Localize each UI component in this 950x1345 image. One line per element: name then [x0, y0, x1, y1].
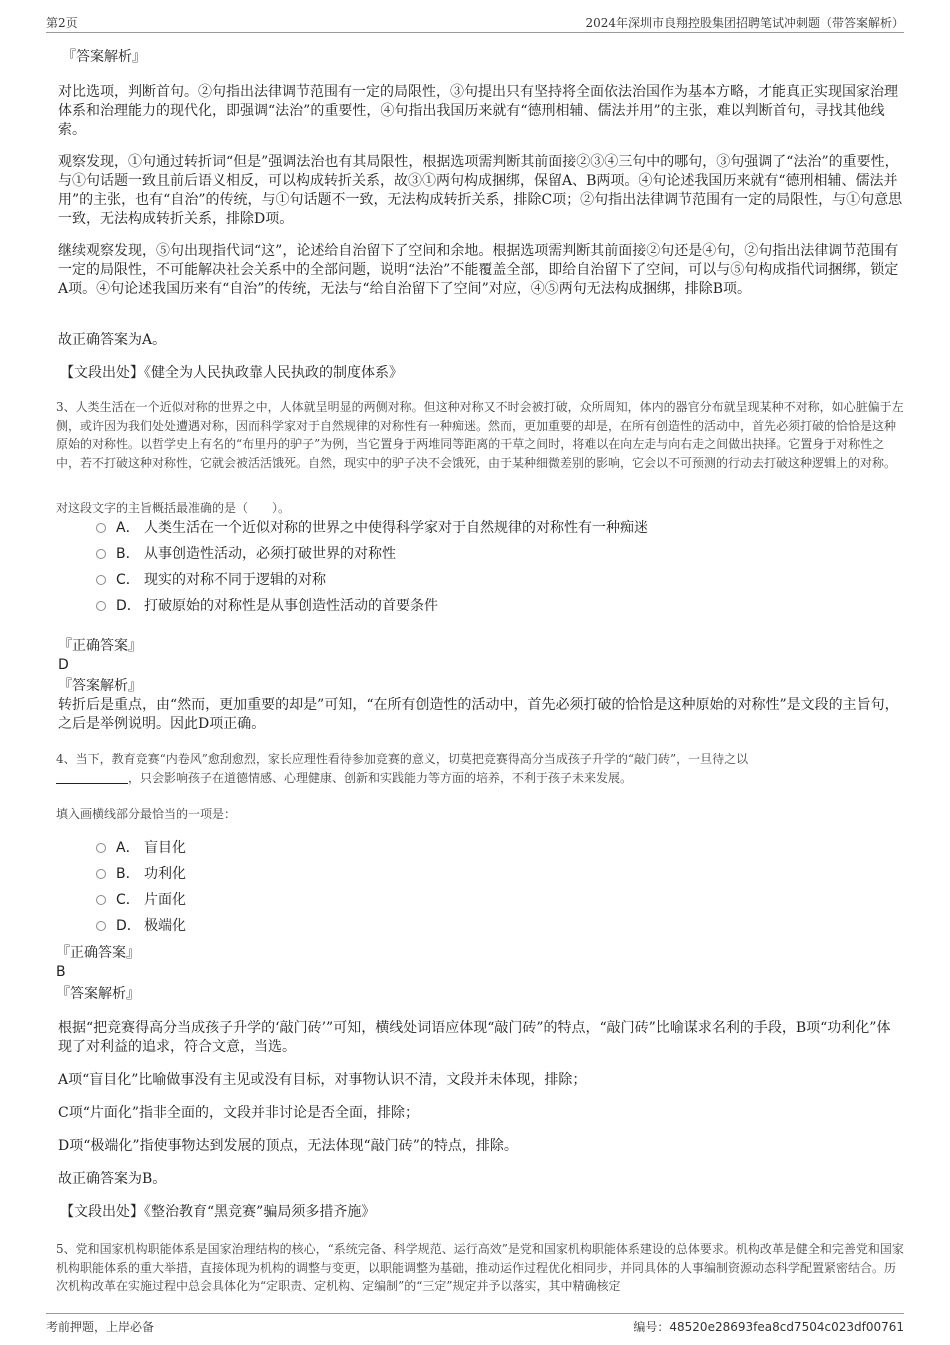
radio-icon[interactable] — [96, 869, 106, 879]
q4-source-text: 《整治教育“黑竞赛”骗局须多措齐施》 — [144, 1204, 376, 1220]
q3-option-d[interactable]: D． 打破原始的对称性是从事创造性活动的首要条件 — [96, 593, 904, 619]
q4-options — [96, 835, 904, 939]
q4-stem-part-2: ，只会影响孩子在道德情感、心理健康、创新和实践能力等方面的培养，不利于孩子未来发展。 — [128, 770, 633, 785]
q3-answer-label: 『正确答案』 — [58, 638, 142, 654]
code-value: 48520e28693fea8cd7504c023df00761 — [669, 1320, 904, 1334]
document-title: 2024年深圳市良翔控股集团招聘笔试冲刺题（带答案解析） — [585, 16, 904, 30]
radio-icon[interactable] — [96, 523, 106, 533]
q4-conclusion: 故正确答案为B。 — [58, 1171, 167, 1187]
q4-answer: B — [56, 964, 66, 980]
document-code — [633, 1318, 904, 1335]
q2-source — [60, 364, 904, 383]
q3-option-c[interactable]: C． 现实的对称不同于逻辑的对称 — [96, 567, 904, 593]
q2-source-text: 《健全为人民执政靠人民执政的制度体系》 — [144, 365, 403, 381]
q2-conclusion: 故正确答案为A。 — [58, 332, 167, 348]
q3-analysis: 转折后是重点，由“然而，更加重要的却是”可知，“在所有创造性的活动中，首先必须打破的恰恰是这种原始的对称性”是文段的主旨句，之后是举例说明。因此D项正确。 — [58, 697, 899, 732]
q2-analysis-paragraph-3: 继续观察发现，⑤句出现指代词“这”，论述给自治留下了空间和余地。根据选项需判断其前面接②句还是④句，②句指出法律调节范围有一定的局限性，不可能解决社会关系中的全部问题，说明“法治”不能覆盖全部，即给自治留下了空间，可以与⑤句构成指代词捆绑，锁定A项。④句论述我国历来有“自治”的传统，无法与“给自治留下了空间”对应，④⑤两句无法构成捆绑，排除B项。 — [58, 243, 899, 297]
code-label: 编号： — [633, 1320, 670, 1334]
q2-analysis-paragraph-2: 观察发现，①句通过转折词“但是”强调法治也有其局限性，根据选项需判断其前面接②③④三句中的哪句，③句强调了“法治”的重要性，与①句话题一致且前后语义相反，可以构成转折关系，故③①两句构成捆绑，保留A、B两项。④句论述我国历来就有“德刑相辅、儒法并用”的主张，也有“自治”的传统，与①句话题不一致，无法构成转折关系，排除C项；②句指出法律调节范围有一定的局限性，与①句意思一致，无法构成转折关系，排除D项。 — [58, 154, 903, 227]
q4-source-label: 【文段出处】 — [60, 1204, 144, 1220]
q4-option-c[interactable]: C． 片面化 — [96, 887, 904, 913]
q4-question: 填入画横线部分最恰当的一项是： — [56, 807, 237, 821]
q4-analysis-paragraph-3: C项“片面化”指非全面的，文段并非讨论是否全面，排除； — [58, 1105, 420, 1121]
q4-analysis-paragraph-2: A项“盲目化”比喻做事没有主见或没有目标，对事物认识不清，文段并未体现，排除； — [58, 1072, 587, 1088]
q4-analysis-paragraph-1: 根据“把竞赛得高分当成孩子升学的‘敲门砖’”可知，横线处词语应体现“敲门砖”的特点，“敲门砖”比喻谋求名利的手段，B项“功利化”体现了对利益的追求，符合文意，当选。 — [58, 1020, 891, 1055]
radio-icon[interactable] — [96, 575, 106, 585]
q4-stem — [56, 750, 904, 787]
radio-icon[interactable] — [96, 921, 106, 931]
q4-analysis-label: 『答案解析』 — [56, 986, 140, 1002]
q3-options — [96, 515, 904, 619]
q3-analysis-label: 『答案解析』 — [58, 678, 142, 694]
q2-analysis-label: 『答案解析』 — [62, 49, 146, 65]
radio-icon[interactable] — [96, 895, 106, 905]
q4-option-a[interactable]: A． 盲目化 — [96, 835, 904, 861]
footer-slogan: 考前押题，上岸必备 — [46, 1320, 155, 1334]
q3-option-a[interactable]: A． 人类生活在一个近似对称的世界之中使得科学家对于自然规律的对称性有一种痴迷 — [96, 515, 904, 541]
radio-icon[interactable] — [96, 601, 106, 611]
q3-answer: D — [58, 657, 69, 673]
q4-option-b[interactable]: B． 功利化 — [96, 861, 904, 887]
q3-option-b[interactable]: B． 从事创造性活动，必须打破世界的对称性 — [96, 541, 904, 567]
q5-stem: 5、党和国家机构职能体系是国家治理结构的核心，“系统完备、科学规范、运行高效”是党和国家机构职能体系建设的总体要求。机构改革是健全和完善党和国家机构职能体系的重大举措，直接体现为机构的调整与变更，以职能调整为基础，推动运作过程优化相同步，并同具体的人事编制资源动态科学配置紧密结合。历次机构改革在实施过程中总会具体化为“定职责、定机构、定编制”的“三定”规定并予以落实，其中精确核定 — [56, 1242, 904, 1293]
radio-icon[interactable] — [96, 843, 106, 853]
page-footer — [46, 1313, 904, 1338]
answer-blank — [56, 771, 128, 784]
q3-question: 对这段文字的主旨概括最准确的是（ ）。 — [56, 501, 291, 515]
q2-analysis-paragraph-1: 对比选项，判断首句。②句指出法律调节范围有一定的局限性，③句提出只有坚持将全面依法治国作为基本方略，才能真正实现国家治理体系和治理能力的现代化，即强调“法治”的重要性，④句指出我国历来就有“德刑相辅、儒法并用”的主张，难以判断首句，寻找其他线索。 — [58, 84, 898, 138]
q4-stem-part-1: 4、当下，教育竞赛“内卷风”愈刮愈烈，家长应理性看待参加竞赛的意义，切莫把竞赛得高分当成孩子升学的“敲门砖”，一旦待之以 — [56, 752, 749, 766]
q4-source — [60, 1203, 904, 1222]
q4-answer-label: 『正确答案』 — [56, 945, 140, 961]
q2-source-label: 【文段出处】 — [60, 365, 144, 381]
page-number: 第2页 — [46, 16, 78, 30]
q3-stem: 3、人类生活在一个近似对称的世界之中，人体就呈明显的两侧对称。但这种对称又不时会被打破，众所周知，体内的器官分布就呈现某种不对称，如心脏偏于左侧，或许因为我们处处遭遇对称，因而科学家对于自然规律的对称性有一种痴迷。然而，更加重要的却是，在所有创造性的活动中，首先必须打破的恰恰是这种原始的对称性。以哲学史上有名的“布里丹的驴子”为例，当它置身于两堆同等距离的干草之间时，将难以在向左走与向右走之间做出抉择。它置身于对称性之中，若不打破这种对称性，它就会被活活饿死。自然，现实中的驴子决不会饿死，由于某种细微差别的影响，它会以不可预测的行动去打破这种逻辑上的对称。 — [56, 400, 904, 470]
radio-icon[interactable] — [96, 549, 106, 559]
q4-analysis-paragraph-4: D项“极端化”指使事物达到发展的顶点，无法体现“敲门砖”的特点，排除。 — [58, 1138, 518, 1154]
page-header — [46, 14, 904, 33]
q4-option-d[interactable]: D． 极端化 — [96, 913, 904, 939]
